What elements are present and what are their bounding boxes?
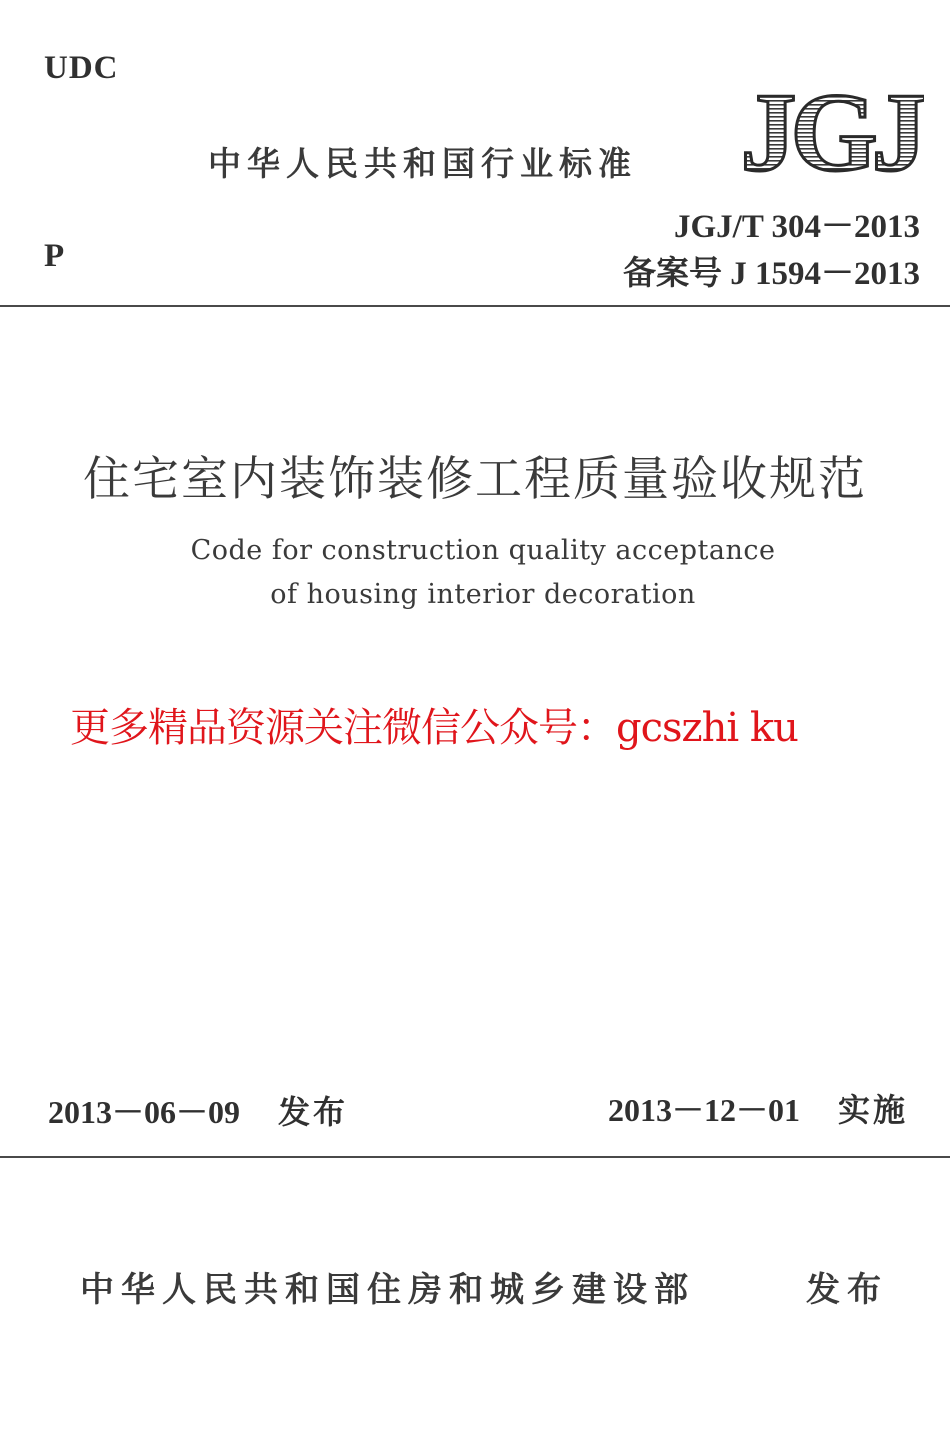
effective-date-block [608, 1085, 908, 1131]
classification-letter: P [44, 238, 65, 274]
effective-date: 2013－12－01 [608, 1092, 801, 1128]
top-divider [0, 305, 950, 307]
title-english-line2: of housing interior decoration [270, 579, 696, 610]
standard-number: JGJ/T 304－2013 [673, 209, 920, 245]
udc-label: UDC [44, 50, 119, 86]
industry-standard-heading: 中华人民共和国行业标准 [208, 144, 637, 183]
bottom-divider [0, 1156, 950, 1158]
logo-text: JGJ [740, 84, 922, 180]
filing-number: 备案号 J 1594－2013 [623, 256, 920, 292]
promo-text: 更多精品资源关注微信公众号：gcszhi ku [70, 705, 798, 751]
publisher-action: 发布 [806, 1270, 888, 1310]
jgj-logo [738, 84, 924, 180]
issue-date-block [48, 1087, 348, 1133]
title-chinese: 住宅室内装饰装修工程质量验收规范 [83, 452, 867, 507]
issue-date: 2013－06－09 [48, 1094, 241, 1130]
publisher-name: 中华人民共和国住房和城乡建设部 [80, 1270, 695, 1310]
title-english-line1: Code for construction quality acceptance [190, 535, 776, 566]
issue-label: 发布 [278, 1093, 349, 1131]
effective-label: 实施 [838, 1091, 909, 1129]
